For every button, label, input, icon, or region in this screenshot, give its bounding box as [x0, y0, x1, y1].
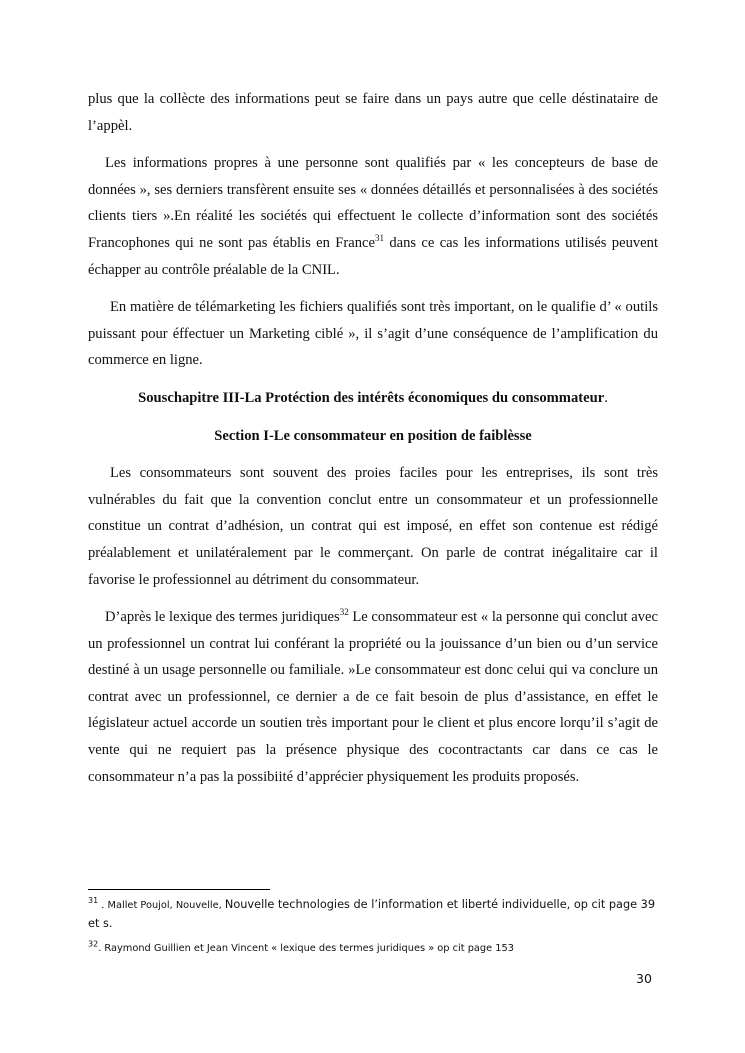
footnote-32 — [88, 940, 658, 958]
page-body — [88, 86, 658, 801]
subchapter-heading-period: . — [604, 389, 608, 406]
paragraph-2-text-b: dans ce cas les informations utilisés peuvent échapper au contrôle préalable de la CNIL. — [88, 234, 658, 278]
paragraph-3 — [88, 294, 658, 374]
paragraph-2-text-a: Les informations propres à une personne sont qualifiés par « les concepteurs de base de données », ses derniers transfèrent ensuite ses « données détaillés et personnalisées à des sociétés clients tiers ».En réalité les sociétés qui effectuent le collecte d’information sont des sociétés Francophones qui ne sont pas établis en France — [88, 155, 658, 251]
subchapter-heading-text: Souschapitre III-La Protéction des intérêts économiques du consommateur — [138, 389, 605, 406]
paragraph-1 — [88, 86, 658, 139]
footnote-32-text: . Raymond Guillien et Jean Vincent « lexique des termes juridiques » op cit page 153 — [98, 943, 514, 954]
footnote-ref-31[interactable]: 31 — [374, 233, 384, 244]
footnote-31-number: 31 — [88, 896, 99, 906]
footnote-31-text: Nouvelle technologies de l’information et liberté individuelle, op cit page 39 et s. — [88, 898, 656, 930]
footnote-31-lead: . Mallet Poujol, Nouvelle, — [98, 900, 225, 911]
footnote-ref-32[interactable]: 32 — [339, 607, 349, 618]
page-number: 30 — [636, 971, 652, 986]
paragraph-3-text: En matière de télémarketing les fichiers qualifiés sont très important, on le qualifie d’ « outils puissant pour éffectuer un Marketing ciblé », il s’agit d’une conséquence de l’amplification du commerce en ligne. — [88, 299, 658, 369]
section-heading-text: Section I-Le consommateur en position de faiblèsse — [214, 427, 532, 444]
paragraph-5-text-a: D’après le lexique des termes juridiques — [105, 609, 340, 626]
footnotes — [88, 889, 658, 965]
footnote-31 — [88, 896, 658, 933]
paragraph-5 — [88, 604, 658, 790]
paragraph-4-text: Les consommateurs sont souvent des proies faciles pour les entreprises, ils sont très vulnérables du fait que la convention conclut entre un consommateur et un professionnelle constitue un contrat d’adhésion, un contrat qui est imposé, en effet son contenue est rédigé préalablement et unilatéralement par le commerçant. On parle de contrat inégalitaire car il favorise le professionnel au détriment du consommateur. — [88, 465, 658, 588]
footnote-separator — [88, 889, 270, 890]
paragraph-2 — [88, 150, 658, 283]
paragraph-4 — [88, 460, 658, 593]
footnote-32-number: 32 — [88, 939, 99, 949]
paragraph-5-text-b: Le consommateur est « la personne qui conclut avec un professionnel un contrat lui conférant la propriété ou la jouissance d’un bien ou d’un service destiné à un usage personnelle ou familiale. »Le consommateur est donc celui qui va conclure un contrat avec un professionnel, ce dernier a de ce fait besoin de plus d’assistance, en effet le législateur actuel accorde un soutien très important pour le client et plus encore lorqu’il s’agit de vente qui ne requiert pas la présence physique des cocontractants car dans ce cas le consommateur n’a pas la possibiité d’apprécier physiquement les produits proposés. — [88, 609, 659, 785]
paragraph-1-text: plus que la collècte des informations peut se faire dans un pays autre que celle déstinataire de l’appèl. — [88, 91, 658, 134]
subchapter-heading — [88, 385, 658, 412]
section-heading — [88, 423, 658, 450]
